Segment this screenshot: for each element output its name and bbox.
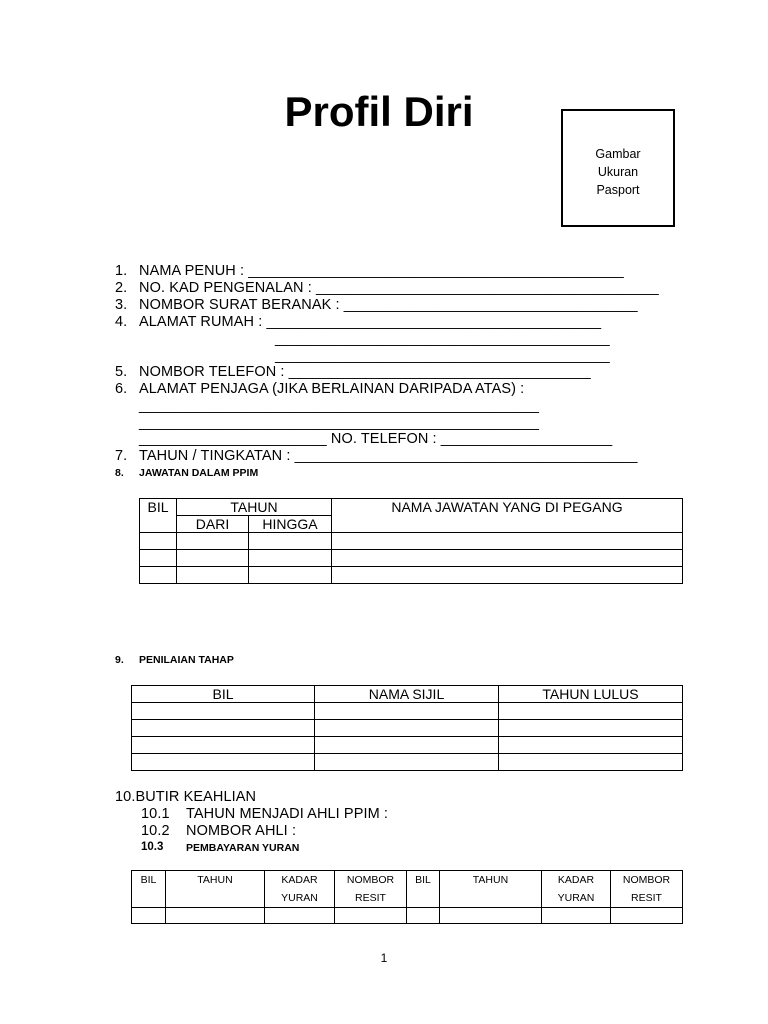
- field-line-address-cont[interactable]: _________________________________________: [275, 348, 610, 364]
- photo-box-line: Gambar: [595, 147, 641, 161]
- header-kadar-yuran: KADAR YURAN: [265, 871, 335, 908]
- table-row: [140, 567, 683, 584]
- field-line-guardian-address-cont[interactable]: _________________________________________________: [139, 415, 540, 431]
- header-bil: BIL: [140, 499, 177, 533]
- table-row: [132, 720, 683, 737]
- header-nombor-resit: NOMBOR RESIT: [611, 871, 683, 908]
- header-bil: BIL: [407, 871, 440, 908]
- section-8-number: 8.: [115, 467, 124, 479]
- header-tahun: TAHUN: [177, 499, 332, 516]
- header-tahun: TAHUN: [166, 871, 265, 908]
- table-row: [132, 737, 683, 754]
- section-9-heading: PENILAIAN TAHAP: [139, 654, 234, 666]
- passport-photo-box: [561, 109, 675, 227]
- table-row: [140, 550, 683, 567]
- field-member-number[interactable]: NOMBOR AHLI :: [186, 823, 297, 839]
- section-10-3-heading: PEMBAYARAN YURAN: [186, 842, 300, 854]
- table-row: [132, 908, 683, 924]
- header-nama-sijil: NAMA SIJIL: [315, 686, 499, 703]
- assessment-table: [131, 685, 683, 771]
- field-line-guardian-phone[interactable]: _______________________ NO. TELEFON : _____________________: [139, 431, 613, 447]
- section-9-number: 9.: [115, 654, 124, 666]
- subitem-number: 10.1: [141, 806, 170, 822]
- table-row: [140, 533, 683, 550]
- header-bil: BIL: [132, 871, 166, 908]
- header-kadar-yuran: KADAR YURAN: [542, 871, 611, 908]
- header-dari: DARI: [177, 516, 249, 533]
- header-tahun: TAHUN: [440, 871, 542, 908]
- field-line-address-cont[interactable]: _________________________________________: [275, 331, 610, 347]
- field-year-joined[interactable]: TAHUN MENJADI AHLI PPIM :: [186, 806, 389, 822]
- subitem-number: 10.3: [141, 841, 164, 853]
- header-bil: BIL: [132, 686, 315, 703]
- table-row: [132, 754, 683, 771]
- header-nombor-resit: NOMBOR RESIT: [335, 871, 407, 908]
- positions-table: [139, 498, 683, 584]
- fee-payment-table: [131, 870, 683, 924]
- photo-box-line: Pasport: [596, 183, 640, 197]
- photo-box-line: Ukuran: [597, 165, 639, 179]
- section-10-heading: 10.BUTIR KEAHLIAN: [115, 789, 257, 805]
- page-number: 1: [380, 951, 388, 965]
- subitem-number: 10.2: [141, 823, 170, 839]
- page-title: Profil Diri: [284, 88, 474, 135]
- section-8-heading: JAWATAN DALAM PPIM: [139, 467, 259, 479]
- header-tahun-lulus: TAHUN LULUS: [499, 686, 683, 703]
- header-nama-jawatan: NAMA JAWATAN YANG DI PEGANG: [332, 499, 683, 533]
- table-row: [132, 703, 683, 720]
- field-line-guardian-address-cont[interactable]: _________________________________________________: [139, 398, 540, 414]
- header-hingga: HINGGA: [249, 516, 332, 533]
